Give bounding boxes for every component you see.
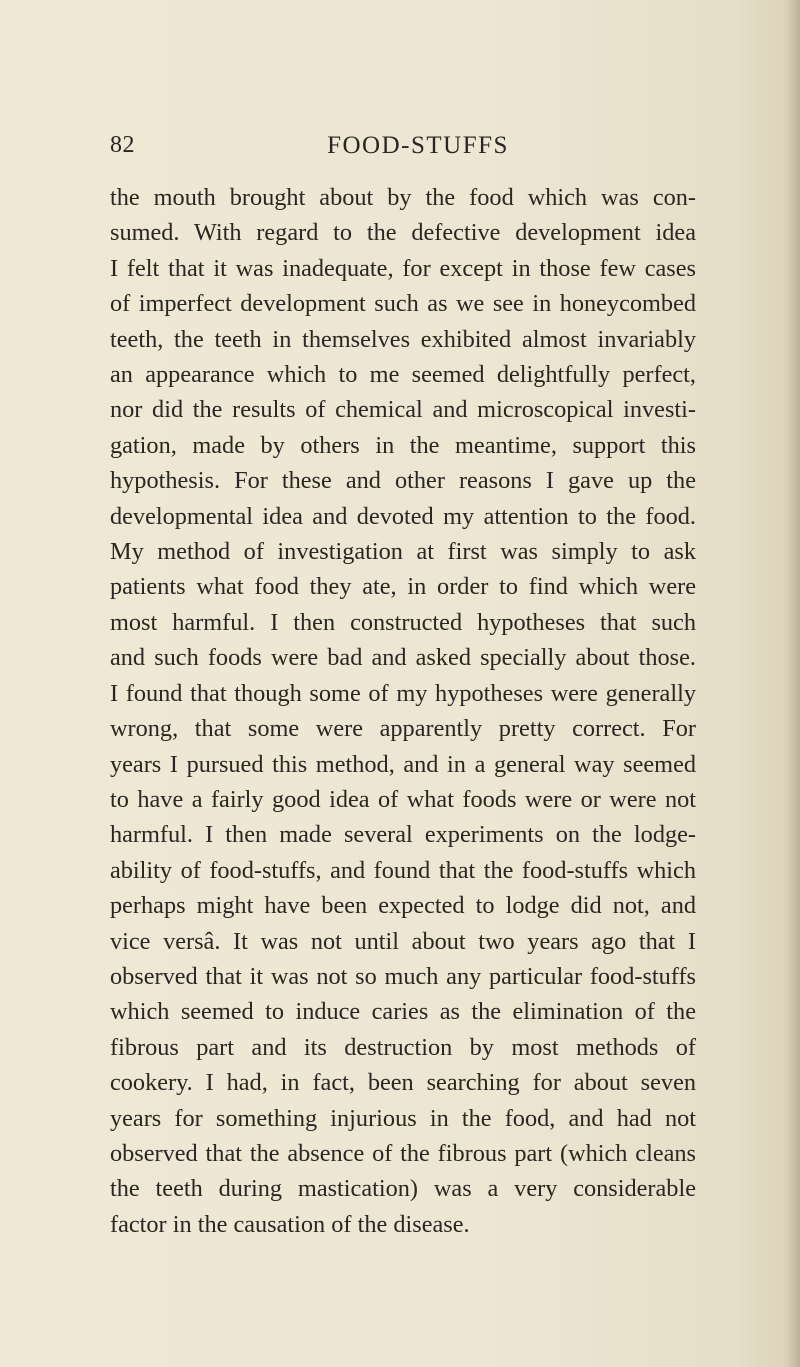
- text-line: the teeth during mastication) was a very considerable: [110, 1175, 696, 1203]
- text-line: an appearance which to me seemed delightfully perfect,: [110, 361, 696, 389]
- text-line: perhaps might have been expected to lodge did not, and: [110, 892, 696, 920]
- text-line: developmental idea and devoted my attention to the food.: [110, 502, 696, 530]
- text-line: My method of investigation at first was simply to ask: [110, 538, 696, 566]
- text-line: hypothesis. For these and other reasons I gave up the: [110, 467, 696, 495]
- text-line: vice versâ. It was not until about two years ago that I: [110, 927, 696, 955]
- text-line: factor in the causation of the disease.: [110, 1210, 470, 1238]
- running-title: FOOD-STUFFS: [327, 132, 509, 159]
- text-line: years I pursued this method, and in a general way seemed: [110, 750, 696, 778]
- running-head: [110, 132, 696, 166]
- text-line: nor did the results of chemical and microscopical investi-: [110, 396, 696, 424]
- text-line: ability of food-stuffs, and found that the food-stuffs which: [110, 856, 696, 884]
- text-line: observed that the absence of the fibrous part (which cleans: [110, 1139, 696, 1167]
- text-line: gation, made by others in the meantime, support this: [110, 431, 696, 459]
- text-line: fibrous part and its destruction by most methods of: [110, 1033, 696, 1061]
- text-line: I felt that it was inadequate, for except in those few cases: [110, 254, 696, 282]
- text-line: the mouth brought about by the food which was con-: [110, 184, 696, 211]
- text-line: I found that though some of my hypotheses were generally: [110, 679, 696, 707]
- text-line: and such foods were bad and asked specially about those.: [110, 644, 696, 672]
- text-line: years for something injurious in the food, and had not: [110, 1104, 696, 1132]
- text-line: observed that it was not so much any particular food-stuffs: [110, 962, 696, 990]
- text-line: teeth, the teeth in themselves exhibited almost invariably: [110, 325, 696, 353]
- text-line: cookery. I had, in fact, been searching for about seven: [110, 1069, 696, 1097]
- page-edge-shadow: [786, 0, 800, 1367]
- text-line: sumed. With regard to the defective development idea: [110, 219, 696, 247]
- text-line: harmful. I then made several experiments on the lodge-: [110, 821, 696, 849]
- text-line: to have a fairly good idea of what foods were or were not: [110, 785, 696, 813]
- text-line: patients what food they ate, in order to find which were: [110, 573, 696, 601]
- text-line: of imperfect development such as we see in honeycombed: [110, 290, 696, 318]
- text-line: most harmful. I then constructed hypotheses that such: [110, 608, 696, 636]
- body-paragraph: [110, 180, 696, 1242]
- text-line: wrong, that some were apparently pretty correct. For: [110, 715, 696, 743]
- page-number: 82: [110, 132, 135, 158]
- text-line: which seemed to induce caries as the elimination of the: [110, 998, 696, 1026]
